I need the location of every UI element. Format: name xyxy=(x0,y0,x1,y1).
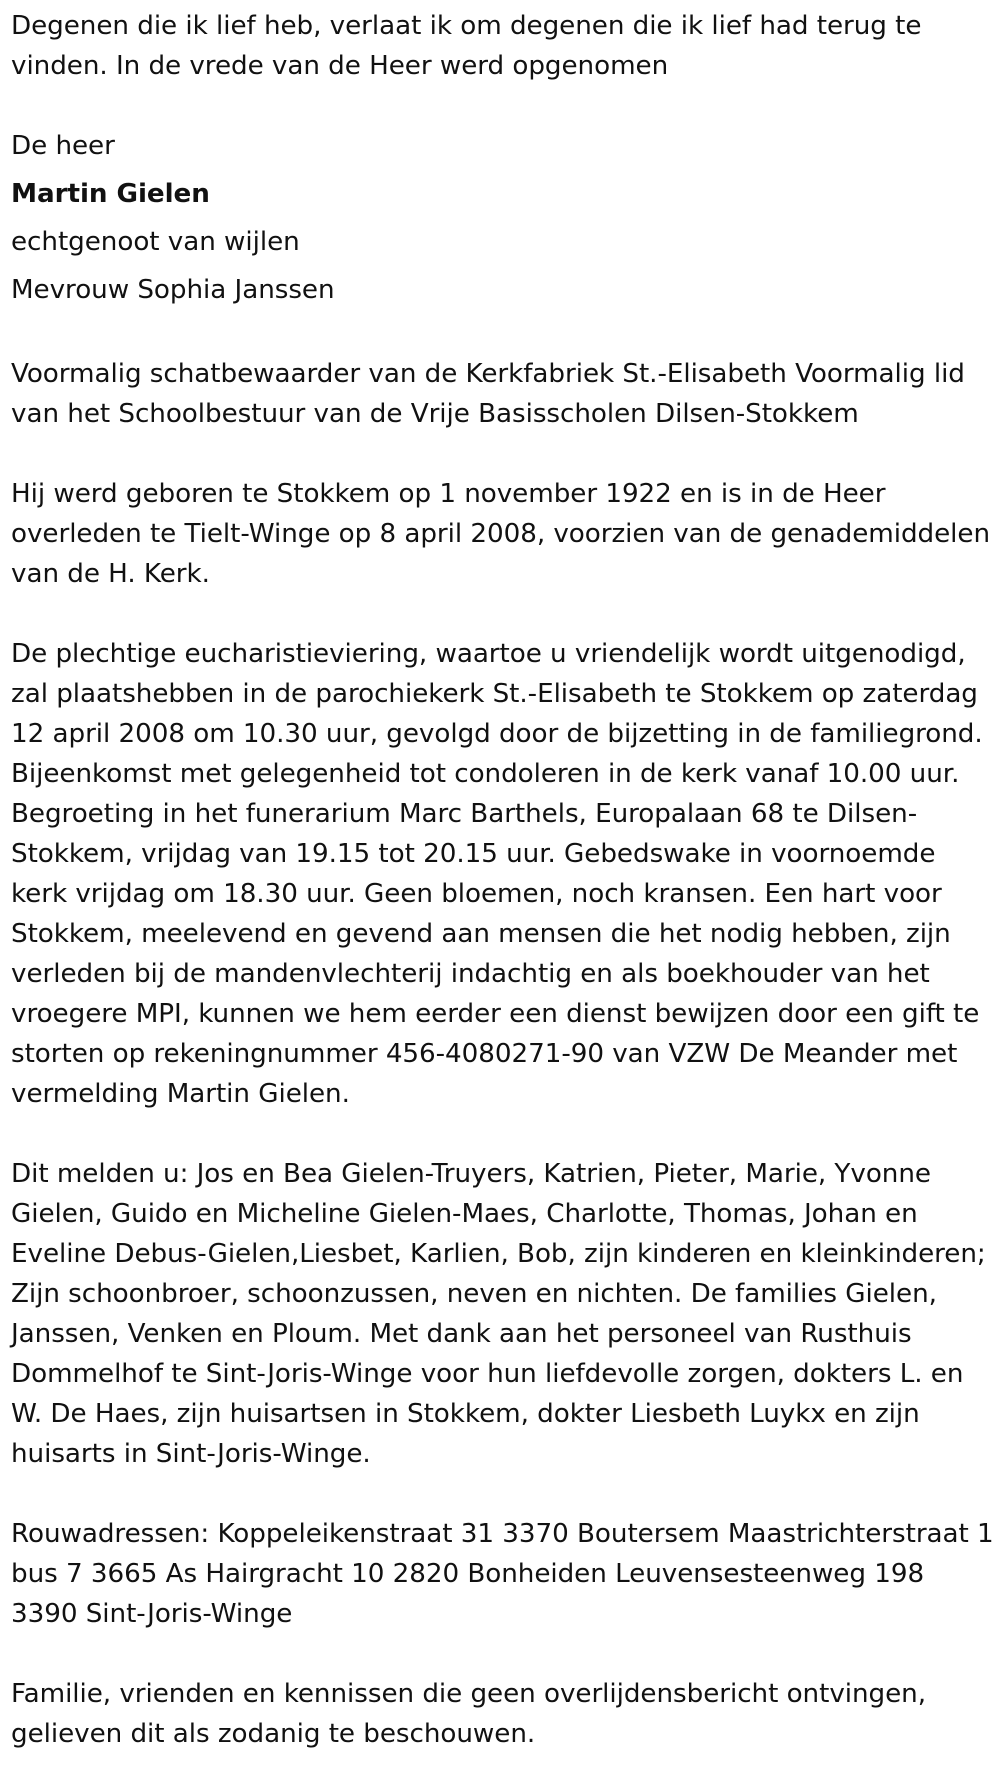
addresses-paragraph: Rouwadressen: Koppeleikenstraat 31 3370 Boutersem Maastrichterstraat 1 bus 7 3665 As Hairgracht 10 2820 Bonheiden Leuvensesteenweg 198 3390 Sint-Joris-Winge xyxy=(11,1519,994,1629)
birth-death-paragraph: Hij werd geboren te Stokkem op 1 november 1922 en is in de Heer overleden te Tielt-Winge op 8 april 2008, voorzien van de genademiddelen van de H. Kerk. xyxy=(11,479,990,589)
ceremony-paragraph: De plechtige eucharistieviering, waartoe u vriendelijk wordt uitgenodigd, zal plaatshebben in de parochiekerk St.-Elisabeth te Stokkem op zaterdag 12 april 2008 om 10.30 uur, gevolgd door de bijzetting in de familiegrond. Bijeenkomst met gelegenheid tot condoleren in de kerk vanaf 10.00 uur. Begroeting in het funerarium Marc Barthels, Europalaan 68 te Dilsen-Stokkem, vrijdag van 19.15 tot 20.15 uur. Gebedswake in voornoemde kerk vrijdag om 18.30 uur. Geen bloemen, noch kransen. Een hart voor Stokkem, meelevend en gevend aan mensen die het nodig hebben, zijn verleden bij de mandenvlechterij indachtig en als boekhouder van het vroegere MPI, kunnen we hem eerder een dienst bewijzen door een gift te storten op rekeningnummer 456-4080271-90 van VZW De Meander met vermelding Martin Gielen. xyxy=(11,639,983,1109)
family-paragraph: Dit melden u: Jos en Bea Gielen-Truyers, Katrien, Pieter, Marie, Yvonne Gielen, Guido en Micheline Gielen-Maes, Charlotte, Thomas, Johan en Eveline Debus-Gielen,Liesbet, Karlien, Bob, zijn kinderen en kleinkinderen; Zijn schoonbroer, schoonzussen, neven en nichten. De families Gielen, Janssen, Venken en Ploum. Met dank aan het personeel van Rusthuis Dommelhof te Sint-Joris-Winge voor hun liefdevolle zorgen, dokters L. en W. De Haes, zijn huisartsen in Stokkem, dokter Liesbeth Luykx en zijn huisarts in Sint-Joris-Winge. xyxy=(11,1159,986,1469)
person-relation: echtgenoot van wijlen xyxy=(11,227,300,257)
functions-paragraph: Voormalig schatbewaarder van de Kerkfabriek St.-Elisabeth Voormalig lid van het Schoolbestuur van de Vrije Basisscholen Dilsen-Stokkem xyxy=(11,359,965,429)
person-title: De heer xyxy=(11,131,115,161)
obituary-document xyxy=(11,0,996,1754)
closing-paragraph: Familie, vrienden en kennissen die geen overlijdensbericht ontvingen, gelieven dit als zodanig te beschouwen. xyxy=(11,1679,927,1749)
intro-text: Degenen die ik lief heb, verlaat ik om degenen die ik lief had terug te vinden. In de vrede van de Heer werd opgenomen xyxy=(11,11,922,81)
spouse-name: Mevrouw Sophia Janssen xyxy=(11,275,335,305)
person-name: Martin Gielen xyxy=(11,179,210,209)
